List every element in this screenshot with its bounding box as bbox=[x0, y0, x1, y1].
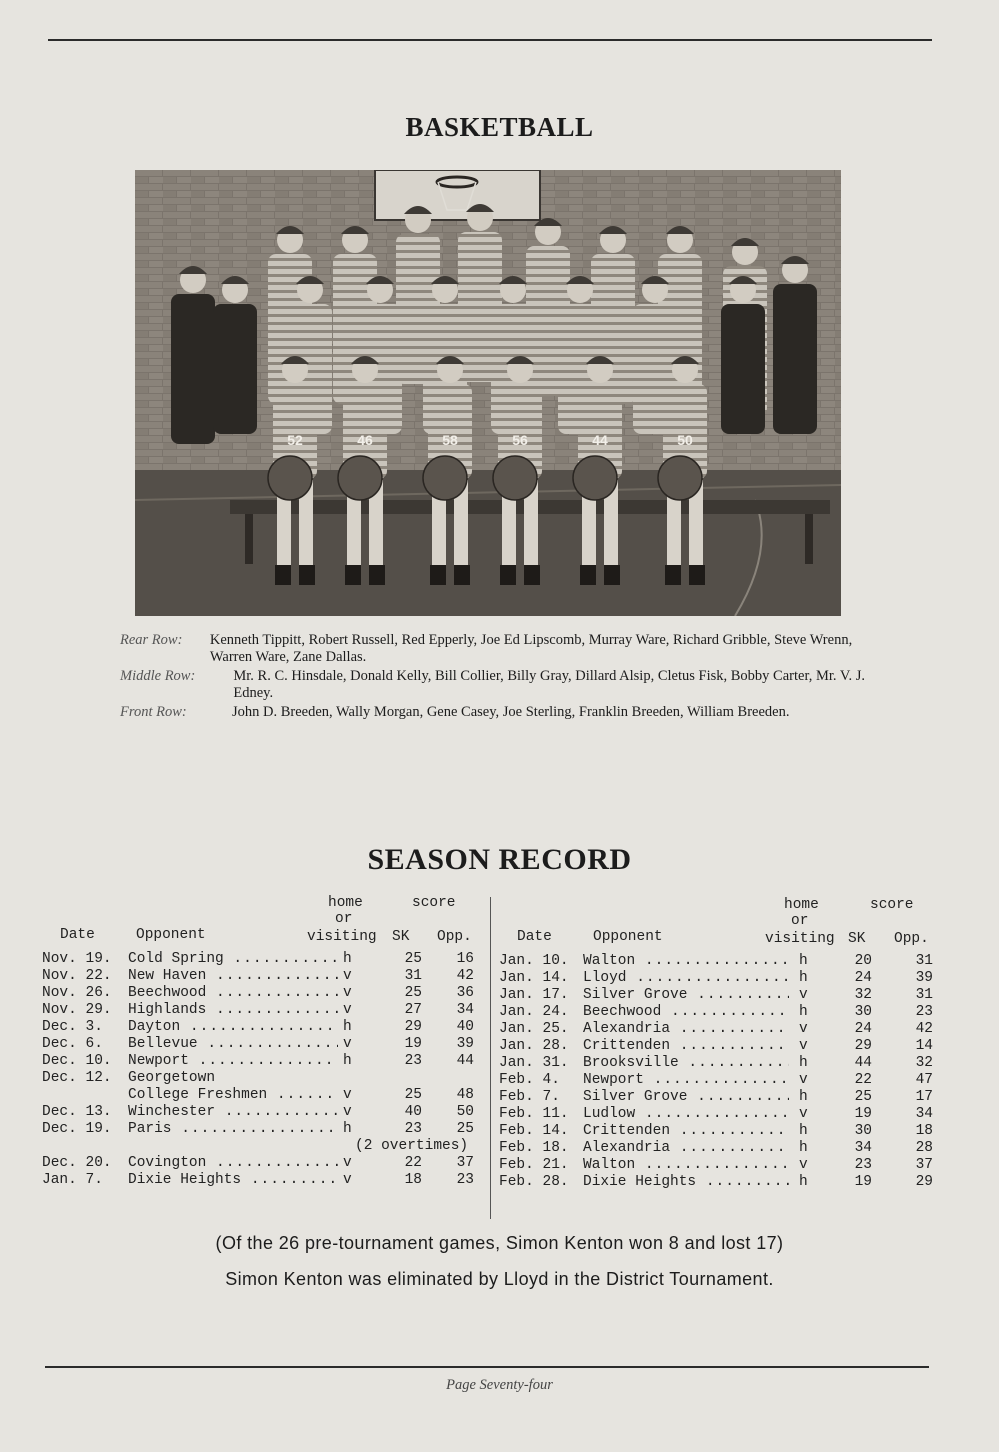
caption-middle-row bbox=[120, 668, 880, 702]
game-opp-score: 37 bbox=[915, 1157, 933, 1173]
game-opponent: Newport ..... bbox=[128, 1053, 338, 1069]
game-row bbox=[42, 1087, 484, 1104]
game-opponent: Cold Spring ..... bbox=[128, 951, 338, 967]
game-location: h bbox=[799, 1004, 808, 1020]
game-sk-score: 18 bbox=[404, 1172, 422, 1188]
schedule-table-left bbox=[42, 895, 484, 1189]
header-visiting: visiting bbox=[307, 929, 377, 945]
game-opponent: Bellevue ..... bbox=[128, 1036, 338, 1052]
game-row bbox=[42, 1070, 484, 1087]
game-date: Dec. 20. bbox=[42, 1155, 112, 1171]
header-or: or bbox=[791, 913, 809, 929]
game-opponent: Silver Grove ..... bbox=[583, 1089, 789, 1105]
basketball-icon bbox=[338, 456, 382, 500]
jersey-number: 50 bbox=[677, 432, 693, 448]
game-sk-score: 29 bbox=[854, 1038, 872, 1054]
header-home: home bbox=[328, 895, 363, 911]
game-row bbox=[42, 1036, 484, 1053]
game-sk-score: 19 bbox=[404, 1036, 422, 1052]
game-opp-score: 44 bbox=[456, 1053, 474, 1069]
game-opponent: Lloyd ..... bbox=[583, 970, 789, 986]
game-date: Dec. 13. bbox=[42, 1104, 112, 1120]
game-date: Jan. 31. bbox=[499, 1055, 569, 1071]
game-date: Jan. 28. bbox=[499, 1038, 569, 1054]
game-opponent: Silver Grove ..... bbox=[583, 987, 789, 1003]
game-opponent: Alexandria ..... bbox=[583, 1021, 789, 1037]
game-opp-score: 47 bbox=[915, 1072, 933, 1088]
game-opp-score: 17 bbox=[915, 1089, 933, 1105]
game-sk-score: 34 bbox=[854, 1140, 872, 1156]
game-sk-score: 24 bbox=[854, 1021, 872, 1037]
game-location: v bbox=[343, 968, 352, 984]
caption-middle-label: Middle Row: bbox=[120, 668, 196, 684]
header-date: Date bbox=[60, 927, 95, 943]
bottom-rule bbox=[45, 1366, 929, 1368]
game-location: h bbox=[799, 1123, 808, 1139]
basketball-icon bbox=[658, 456, 702, 500]
game-date: Nov. 26. bbox=[42, 985, 112, 1001]
game-opponent: Georgetown bbox=[128, 1070, 216, 1086]
game-opp-score: 36 bbox=[456, 985, 474, 1001]
top-rule bbox=[48, 39, 932, 41]
game-location: h bbox=[799, 953, 808, 969]
game-date: Feb. 11. bbox=[499, 1106, 569, 1122]
game-row bbox=[497, 1072, 937, 1089]
game-row bbox=[497, 987, 937, 1004]
game-sk-score: 30 bbox=[854, 1123, 872, 1139]
game-opponent: Newport ..... bbox=[583, 1072, 789, 1088]
game-opponent: College Freshmen ..... bbox=[128, 1087, 338, 1103]
caption-front-names: John D. Breeden, Wally Morgan, Gene Casey, Joe Sterling, Franklin Breeden, William Breeden. bbox=[232, 704, 790, 720]
game-location: v bbox=[343, 1104, 352, 1120]
header-sk: SK bbox=[848, 931, 866, 947]
game-location: v bbox=[799, 1157, 808, 1173]
game-opp-score: 23 bbox=[915, 1004, 933, 1020]
game-row bbox=[497, 1157, 937, 1174]
header-opponent: Opponent bbox=[136, 927, 206, 943]
table-header bbox=[42, 895, 484, 951]
game-opponent: Beechwood ..... bbox=[583, 1004, 789, 1020]
header-score: score bbox=[870, 897, 914, 913]
game-opp-score: 25 bbox=[456, 1121, 474, 1137]
game-location: v bbox=[343, 1087, 352, 1103]
table-header bbox=[497, 897, 937, 953]
game-date: Dec. 12. bbox=[42, 1070, 112, 1086]
jersey-number: 56 bbox=[512, 432, 528, 448]
photo-caption bbox=[120, 632, 880, 723]
tournament-note: Simon Kenton was eliminated by Lloyd in the District Tournament. bbox=[225, 1269, 774, 1289]
game-row bbox=[497, 1106, 937, 1123]
game-date: Nov. 19. bbox=[42, 951, 112, 967]
game-sk-score: 29 bbox=[404, 1019, 422, 1035]
jersey-number: 44 bbox=[592, 432, 608, 448]
game-sk-score: 23 bbox=[404, 1053, 422, 1069]
header-score: score bbox=[412, 895, 456, 911]
page-number: Page Seventy-four bbox=[446, 1377, 553, 1393]
game-date: Dec. 3. bbox=[42, 1019, 103, 1035]
header-sk: SK bbox=[392, 929, 410, 945]
game-opp-score: 34 bbox=[915, 1106, 933, 1122]
header-opponent: Opponent bbox=[593, 929, 663, 945]
caption-front-label: Front Row: bbox=[120, 704, 187, 720]
game-sk-score: 23 bbox=[854, 1157, 872, 1173]
schedule-rows-left bbox=[42, 951, 484, 1189]
game-sk-score: 23 bbox=[404, 1121, 422, 1137]
game-sk-score: 31 bbox=[404, 968, 422, 984]
game-row bbox=[497, 970, 937, 987]
game-row bbox=[42, 1138, 484, 1155]
game-date: Jan. 25. bbox=[499, 1021, 569, 1037]
game-opponent: New Haven ..... bbox=[128, 968, 338, 984]
game-opp-score: 32 bbox=[915, 1055, 933, 1071]
game-row bbox=[497, 1021, 937, 1038]
game-row bbox=[497, 1038, 937, 1055]
game-row bbox=[497, 1123, 937, 1140]
game-sk-score: 27 bbox=[404, 1002, 422, 1018]
game-date: Feb. 28. bbox=[499, 1174, 569, 1190]
caption-rear-row bbox=[120, 632, 880, 666]
game-opponent: Brooksville ..... bbox=[583, 1055, 789, 1071]
game-location: h bbox=[799, 970, 808, 986]
game-location: v bbox=[799, 1072, 808, 1088]
jersey-number: 58 bbox=[442, 432, 458, 448]
game-opp-score: 18 bbox=[915, 1123, 933, 1139]
game-date: Jan. 17. bbox=[499, 987, 569, 1003]
game-row bbox=[42, 1104, 484, 1121]
game-location: v bbox=[343, 1172, 352, 1188]
game-sk-score: 25 bbox=[404, 951, 422, 967]
game-date: Nov. 22. bbox=[42, 968, 112, 984]
game-date: Jan. 14. bbox=[499, 970, 569, 986]
game-opponent: Walton ..... bbox=[583, 953, 789, 969]
game-opponent: Walton ..... bbox=[583, 1157, 789, 1173]
season-record-title: SEASON RECORD bbox=[367, 843, 632, 876]
game-location: v bbox=[343, 1155, 352, 1171]
game-location: h bbox=[343, 1019, 352, 1035]
game-opp-score: 42 bbox=[456, 968, 474, 984]
game-opponent: Dixie Heights ..... bbox=[583, 1174, 789, 1190]
page-title: BASKETBALL bbox=[405, 112, 594, 142]
game-opponent: Dayton ..... bbox=[128, 1019, 338, 1035]
game-row bbox=[42, 985, 484, 1002]
game-opponent: Crittenden ..... bbox=[583, 1038, 789, 1054]
game-sk-score: 25 bbox=[854, 1089, 872, 1105]
game-opp-score: 16 bbox=[456, 951, 474, 967]
team-photo bbox=[135, 170, 841, 616]
game-sk-score: 19 bbox=[854, 1106, 872, 1122]
game-location: h bbox=[343, 951, 352, 967]
game-location: v bbox=[799, 1021, 808, 1037]
game-date: Nov. 29. bbox=[42, 1002, 112, 1018]
game-opp-score: 39 bbox=[915, 970, 933, 986]
game-opp-score: 42 bbox=[915, 1021, 933, 1037]
game-sk-score: 30 bbox=[854, 1004, 872, 1020]
basketball-icon bbox=[423, 456, 467, 500]
game-opp-score: 28 bbox=[915, 1140, 933, 1156]
game-row bbox=[42, 968, 484, 985]
game-location: h bbox=[343, 1053, 352, 1069]
game-sk-score: 44 bbox=[854, 1055, 872, 1071]
game-row bbox=[497, 1004, 937, 1021]
game-opp-score: 39 bbox=[456, 1036, 474, 1052]
caption-front-row bbox=[120, 704, 880, 721]
game-opp-score: 23 bbox=[456, 1172, 474, 1188]
game-row bbox=[42, 1121, 484, 1138]
jersey-number: 46 bbox=[357, 432, 373, 448]
game-sk-score: 25 bbox=[404, 985, 422, 1001]
game-opp-score: 31 bbox=[915, 953, 933, 969]
game-location: v bbox=[343, 1002, 352, 1018]
header-date: Date bbox=[517, 929, 552, 945]
jersey-number: 52 bbox=[287, 432, 303, 448]
game-opp-score: 29 bbox=[915, 1174, 933, 1190]
caption-rear-label: Rear Row: bbox=[120, 632, 183, 648]
game-opp-score: 40 bbox=[456, 1019, 474, 1035]
game-location: v bbox=[343, 1036, 352, 1052]
game-opponent: Crittenden ..... bbox=[583, 1123, 789, 1139]
game-row bbox=[497, 1174, 937, 1191]
game-sk-score: 19 bbox=[854, 1174, 872, 1190]
game-sk-score: 40 bbox=[404, 1104, 422, 1120]
game-note: (2 overtimes) bbox=[355, 1138, 469, 1154]
game-date: Feb. 4. bbox=[499, 1072, 560, 1088]
game-date: Jan. 24. bbox=[499, 1004, 569, 1020]
game-sk-score: 22 bbox=[854, 1072, 872, 1088]
game-sk-score: 32 bbox=[854, 987, 872, 1003]
game-row bbox=[42, 1172, 484, 1189]
game-opponent: Paris ..... bbox=[128, 1121, 338, 1137]
game-date: Feb. 18. bbox=[499, 1140, 569, 1156]
game-date: Feb. 21. bbox=[499, 1157, 569, 1173]
game-row bbox=[497, 1140, 937, 1157]
caption-middle-names: Mr. R. C. Hinsdale, Donald Kelly, Bill Collier, Billy Gray, Dillard Alsip, Cletus Fisk, Bobby Carter, Mr. V. J. Edney. bbox=[233, 668, 865, 701]
game-date: Feb. 14. bbox=[499, 1123, 569, 1139]
game-row bbox=[497, 1055, 937, 1072]
basketball-icon bbox=[268, 456, 312, 500]
header-home: home bbox=[784, 897, 819, 913]
game-location: v bbox=[799, 987, 808, 1003]
game-location: h bbox=[343, 1121, 352, 1137]
game-sk-score: 24 bbox=[854, 970, 872, 986]
game-location: v bbox=[343, 985, 352, 1001]
game-opponent: Winchester ..... bbox=[128, 1104, 338, 1120]
header-opp-score: Opp. bbox=[437, 929, 472, 945]
header-visiting: visiting bbox=[765, 931, 835, 947]
basketball-icon bbox=[493, 456, 537, 500]
game-location: h bbox=[799, 1055, 808, 1071]
game-location: h bbox=[799, 1089, 808, 1105]
game-row bbox=[42, 1053, 484, 1070]
game-opponent: Alexandria ..... bbox=[583, 1140, 789, 1156]
game-opponent: Ludlow ..... bbox=[583, 1106, 789, 1122]
game-opponent: Dixie Heights ..... bbox=[128, 1172, 338, 1188]
game-opp-score: 34 bbox=[456, 1002, 474, 1018]
game-sk-score: 20 bbox=[854, 953, 872, 969]
schedule-table-right bbox=[497, 897, 937, 1191]
game-opp-score: 37 bbox=[456, 1155, 474, 1171]
game-opp-score: 48 bbox=[456, 1087, 474, 1103]
header-or: or bbox=[335, 911, 353, 927]
game-location: h bbox=[799, 1174, 808, 1190]
game-date: Jan. 7. bbox=[42, 1172, 103, 1188]
game-date: Dec. 6. bbox=[42, 1036, 103, 1052]
game-opp-score: 14 bbox=[915, 1038, 933, 1054]
game-date: Jan. 10. bbox=[499, 953, 569, 969]
caption-rear-names: Kenneth Tippitt, Robert Russell, Red Epperly, Joe Ed Lipscomb, Murray Ware, Richard Gribble, Steve Wrenn, Warren Ware, Zane Dallas. bbox=[209, 632, 853, 665]
schedule-rows-right bbox=[497, 953, 937, 1191]
game-opponent: Covington ..... bbox=[128, 1155, 338, 1171]
game-opp-score: 50 bbox=[456, 1104, 474, 1120]
game-opponent: Beechwood ..... bbox=[128, 985, 338, 1001]
game-row bbox=[42, 951, 484, 968]
game-date: Dec. 10. bbox=[42, 1053, 112, 1069]
game-location: h bbox=[799, 1140, 808, 1156]
game-row bbox=[42, 1019, 484, 1036]
game-location: v bbox=[799, 1106, 808, 1122]
header-opp-score: Opp. bbox=[894, 931, 929, 947]
game-row bbox=[42, 1002, 484, 1019]
season-summary: (Of the 26 pre-tournament games, Simon Kenton won 8 and lost 17) bbox=[215, 1233, 784, 1253]
column-divider bbox=[490, 897, 491, 1219]
game-location: v bbox=[799, 1038, 808, 1054]
game-row bbox=[42, 1155, 484, 1172]
game-row bbox=[497, 1089, 937, 1106]
game-date: Dec. 19. bbox=[42, 1121, 112, 1137]
game-row bbox=[497, 953, 937, 970]
basketball-icon bbox=[573, 456, 617, 500]
game-opp-score: 31 bbox=[915, 987, 933, 1003]
game-sk-score: 25 bbox=[404, 1087, 422, 1103]
game-opponent: Highlands ..... bbox=[128, 1002, 338, 1018]
game-sk-score: 22 bbox=[404, 1155, 422, 1171]
game-date: Feb. 7. bbox=[499, 1089, 560, 1105]
